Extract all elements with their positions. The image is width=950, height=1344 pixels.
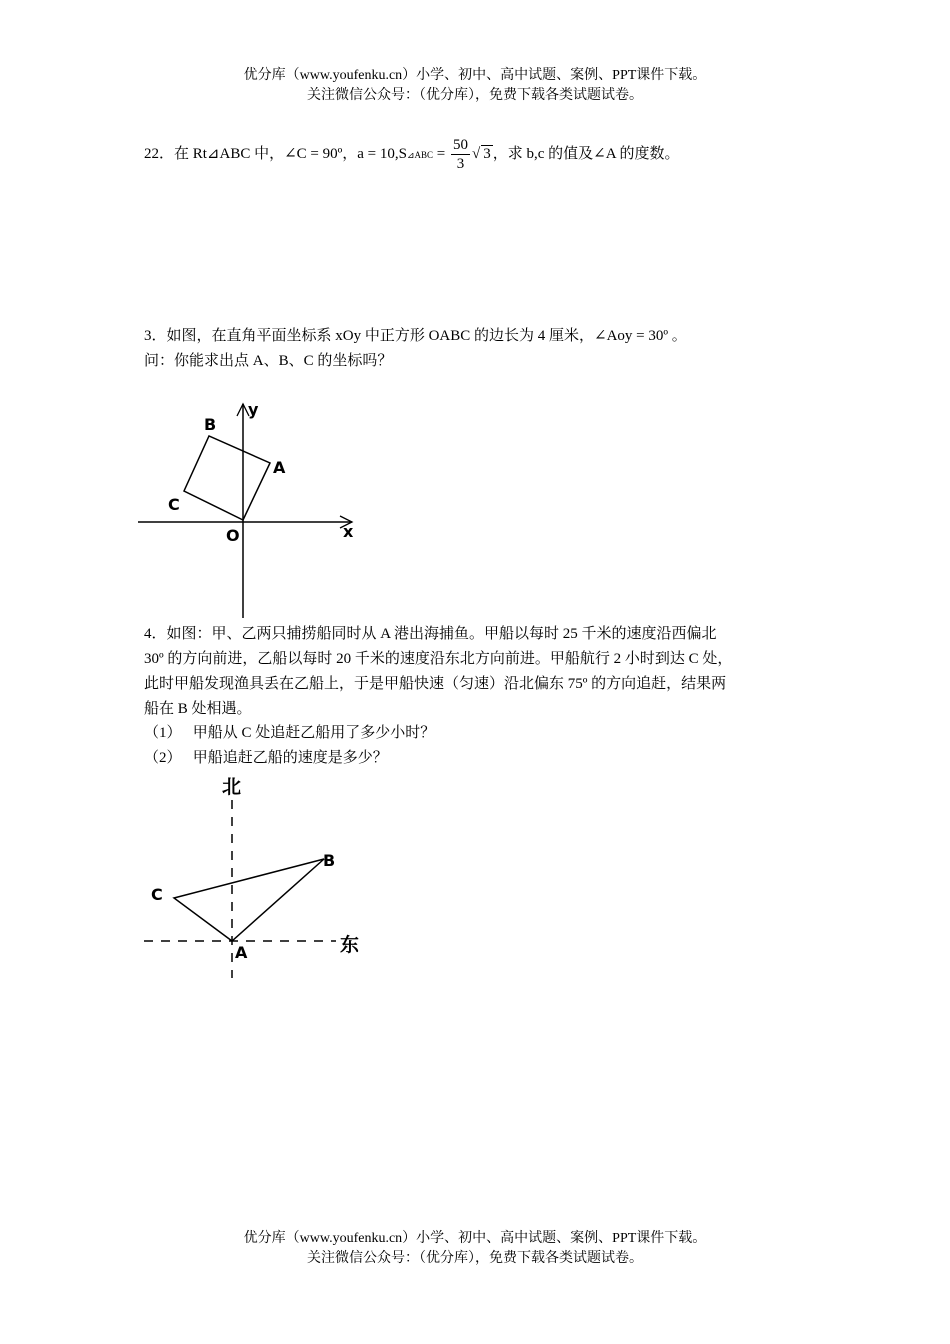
- q3-line1: 3．如图，在直角平面坐标系 xOy 中正方形 OABC 的边长为 4 厘米，∠Aoy = 30º 。: [144, 328, 687, 344]
- q4-label-north: 北: [222, 776, 242, 798]
- q4-line1: 4．如图：甲、乙两只捕捞船同时从 A 港出海捕鱼。甲船以每时 25 千米的速度沿西偏北: [144, 626, 717, 642]
- q3-x-arrow: [340, 516, 352, 528]
- q3-square-oabc: [184, 436, 270, 520]
- q4-label-east: 东: [340, 934, 360, 956]
- sqrt-symbol: √: [472, 145, 481, 162]
- page-header-line2: 关注微信公众号：（优分库），免费下载各类试题试卷。: [307, 88, 643, 103]
- page-footer-line2: 关注微信公众号：（优分库），免费下载各类试题试卷。: [307, 1251, 643, 1266]
- q22-subscript: ⊿ABC: [406, 149, 434, 160]
- q3-label-y: y: [248, 400, 259, 419]
- q3-label-o: O: [226, 526, 240, 545]
- q4-triangle-acb: [174, 859, 324, 941]
- q3-line2: 问：你能求出点 A、B、C 的坐标吗？: [144, 353, 393, 369]
- q3-label-a: A: [273, 458, 286, 477]
- q3-y-arrow: [237, 404, 249, 416]
- q22-suffix: ，求 b,c 的值及∠A 的度数。: [492, 145, 680, 162]
- question-22: [144, 136, 679, 173]
- q22-equals: =: [433, 145, 449, 162]
- q4-label-a: A: [235, 943, 248, 962]
- q4-subquestion-2: （2） 甲船追赶乙船的速度是多少？: [144, 750, 388, 766]
- q22-fraction-numerator: 50: [453, 137, 468, 153]
- q4-line2: 30º 的方向前进，乙船以每时 20 千米的速度沿东北方向前进。甲船航行 2 小时到达 C 处，: [144, 651, 733, 667]
- q3-label-x: x: [343, 522, 354, 541]
- q22-sqrt-argument: 3: [483, 145, 491, 162]
- q3-label-c: C: [168, 495, 180, 514]
- q4-subquestion-1: （1） 甲船从 C 处追赶乙船用了多少小时？: [144, 725, 436, 741]
- q4-line4: 船在 B 处相遇。: [144, 701, 252, 717]
- q22-fraction-denominator: 3: [456, 156, 465, 172]
- page-footer-line1: 优分库（www.youfenku.cn）小学、初中、高中试题、案例、PPT课件下载。: [243, 1231, 707, 1246]
- page-header-line1: 优分库（www.youfenku.cn）小学、初中、高中试题、案例、PPT课件下载。: [243, 68, 707, 83]
- q22-prefix: 22．在 Rt⊿ABC 中，∠C = 90º，a = 10,S: [144, 145, 407, 162]
- q4-line3: 此时甲船发现渔具丢在乙船上，于是甲船快速（匀速）沿北偏东 75º 的方向追赶，结果两: [144, 676, 727, 692]
- q22-fraction: [451, 136, 470, 173]
- q4-label-c: C: [151, 885, 163, 904]
- q4-label-b: B: [323, 851, 336, 870]
- q3-label-b: B: [204, 415, 217, 434]
